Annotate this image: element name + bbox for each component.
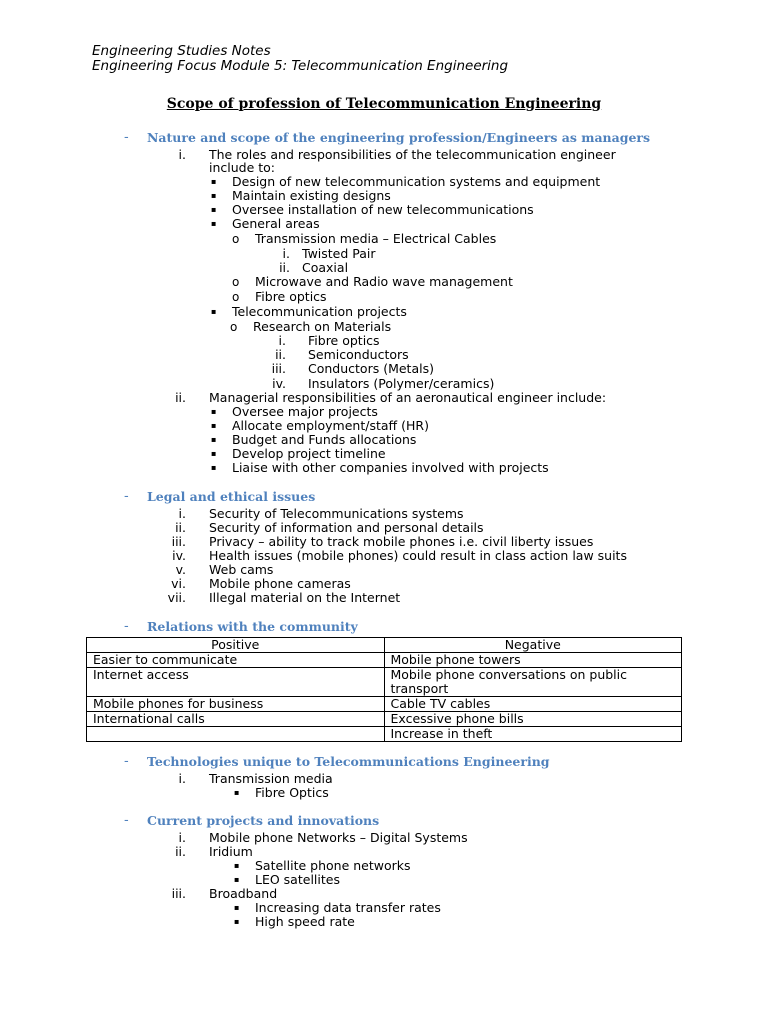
header-course: Engineering Studies Notes	[92, 43, 271, 59]
list-item: Microwave and Radio wave management	[255, 274, 513, 289]
list-item: Increasing data transfer rates	[255, 900, 441, 915]
list-item: Twisted Pair	[302, 246, 376, 261]
table-row	[87, 712, 682, 727]
section-dash: -	[124, 130, 129, 145]
list-number: iii.	[171, 534, 186, 549]
list-item: Maintain existing designs	[232, 188, 391, 203]
list-item: Oversee installation of new telecommunications	[232, 202, 534, 217]
list-item: Transmission media – Electrical Cables	[255, 231, 497, 246]
list-item: Fibre optics	[255, 289, 327, 304]
list-number: i.	[178, 830, 186, 845]
bullet-icon: ▪	[234, 861, 240, 870]
table-cell-negative: Excessive phone bills	[384, 712, 682, 727]
list-number: vi.	[171, 576, 186, 591]
bullet-icon: ▪	[211, 435, 217, 444]
circle-bullet-icon: o	[232, 290, 240, 304]
bullet-icon: ▪	[211, 449, 217, 458]
circle-bullet-icon: o	[232, 232, 240, 246]
list-item: Allocate employment/staff (HR)	[232, 418, 429, 433]
list-number: ii.	[175, 520, 186, 535]
section-heading-legal: Legal and ethical issues	[147, 489, 316, 504]
bullet-icon: ▪	[211, 177, 217, 186]
table-cell-positive: Easier to communicate	[87, 653, 385, 668]
bullet-icon: ▪	[234, 917, 240, 926]
list-number: iv.	[172, 548, 186, 563]
list-number: i.	[278, 333, 286, 348]
list-item: General areas	[232, 216, 320, 231]
list-item: Liaise with other companies involved with projects	[232, 460, 549, 475]
circle-bullet-icon: o	[230, 320, 238, 334]
list-item: include to:	[209, 160, 276, 175]
list-item: Design of new telecommunication systems and equipment	[232, 174, 601, 189]
bullet-icon: ▪	[234, 903, 240, 912]
list-number: iii.	[171, 886, 186, 901]
table-cell-positive	[87, 727, 385, 742]
list-item: Security of information and personal details	[209, 520, 484, 535]
section-heading-technologies: Technologies unique to Telecommunications Engineering	[147, 754, 550, 769]
bullet-icon: ▪	[211, 463, 217, 472]
table-cell-positive: International calls	[87, 712, 385, 727]
list-number: i.	[178, 771, 186, 786]
header-module: Engineering Focus Module 5: Telecommunication Engineering	[92, 58, 509, 74]
bullet-icon: ▪	[234, 788, 240, 797]
list-item: Privacy – ability to track mobile phones i.e. civil liberty issues	[209, 534, 594, 549]
bullet-icon: ▪	[211, 219, 217, 228]
section-heading-nature: Nature and scope of the engineering profession/Engineers as managers	[147, 130, 651, 145]
list-item: Transmission media	[209, 771, 333, 786]
list-item: Telecommunication projects	[232, 304, 407, 319]
list-number: iv.	[272, 376, 286, 391]
list-number: ii.	[175, 844, 186, 859]
list-item: Web cams	[209, 562, 274, 577]
list-number: ii.	[279, 260, 290, 275]
list-item: Coaxial	[302, 260, 349, 275]
bullet-icon: ▪	[211, 205, 217, 214]
bullet-icon: ▪	[211, 307, 217, 316]
list-item: Insulators (Polymer/ceramics)	[308, 376, 495, 391]
table-row	[87, 668, 682, 697]
list-item: High speed rate	[255, 914, 355, 929]
list-item: Semiconductors	[308, 347, 409, 362]
list-item: LEO satellites	[255, 872, 340, 887]
list-number: vii.	[167, 590, 186, 605]
list-number: ii.	[175, 390, 186, 405]
bullet-icon: ▪	[234, 875, 240, 884]
section-dash: -	[124, 813, 129, 828]
list-item: Iridium	[209, 844, 253, 859]
list-item: Managerial responsibilities of an aeronautical engineer include:	[209, 390, 607, 405]
list-item: The roles and responsibilities of the telecommunication engineer	[209, 147, 616, 162]
list-item: Illegal material on the Internet	[209, 590, 401, 605]
section-dash: -	[124, 619, 129, 634]
list-item: Security of Telecommunications systems	[209, 506, 464, 521]
page-title: Scope of profession of Telecommunication Engineering	[166, 96, 602, 112]
bullet-icon: ▪	[211, 191, 217, 200]
table-header-positive: Positive	[87, 638, 385, 653]
table-row	[87, 653, 682, 668]
list-item: Research on Materials	[253, 319, 392, 334]
list-item: Fibre optics	[308, 333, 380, 348]
list-item: Mobile phone Networks – Digital Systems	[209, 830, 468, 845]
list-item: Mobile phone cameras	[209, 576, 351, 591]
list-number: i.	[178, 147, 186, 162]
section-heading-relations: Relations with the community	[147, 619, 358, 634]
table-cell-positive: Internet access	[87, 668, 385, 697]
section-heading-current: Current projects and innovations	[147, 813, 380, 828]
table-cell-positive: Mobile phones for business	[87, 697, 385, 712]
list-item: Satellite phone networks	[255, 858, 411, 873]
section-dash: -	[124, 489, 129, 504]
circle-bullet-icon: o	[232, 275, 240, 289]
table-cell-negative: Mobile phone towers	[384, 653, 682, 668]
section-dash: -	[124, 754, 129, 769]
table-header-negative: Negative	[384, 638, 682, 653]
table-cell-negative: Increase in theft	[384, 727, 682, 742]
list-number: ii.	[275, 347, 286, 362]
list-number: v.	[175, 562, 186, 577]
list-number: i.	[178, 506, 186, 521]
table-cell-negative: Mobile phone conversations on public transport	[384, 668, 682, 697]
table-cell-negative: Cable TV cables	[384, 697, 682, 712]
list-item: Broadband	[209, 886, 278, 901]
list-item: Oversee major projects	[232, 404, 378, 419]
list-item: Develop project timeline	[232, 446, 386, 461]
list-number: iii.	[271, 361, 286, 376]
bullet-icon: ▪	[211, 421, 217, 430]
list-item: Health issues (mobile phones) could result in class action law suits	[209, 548, 627, 563]
list-item: Conductors (Metals)	[308, 361, 434, 376]
bullet-icon: ▪	[211, 407, 217, 416]
table-row	[87, 697, 682, 712]
list-item: Fibre Optics	[255, 785, 329, 800]
relations-table	[86, 637, 682, 742]
list-number: i.	[282, 246, 290, 261]
table-row	[87, 727, 682, 742]
list-item: Budget and Funds allocations	[232, 432, 417, 447]
